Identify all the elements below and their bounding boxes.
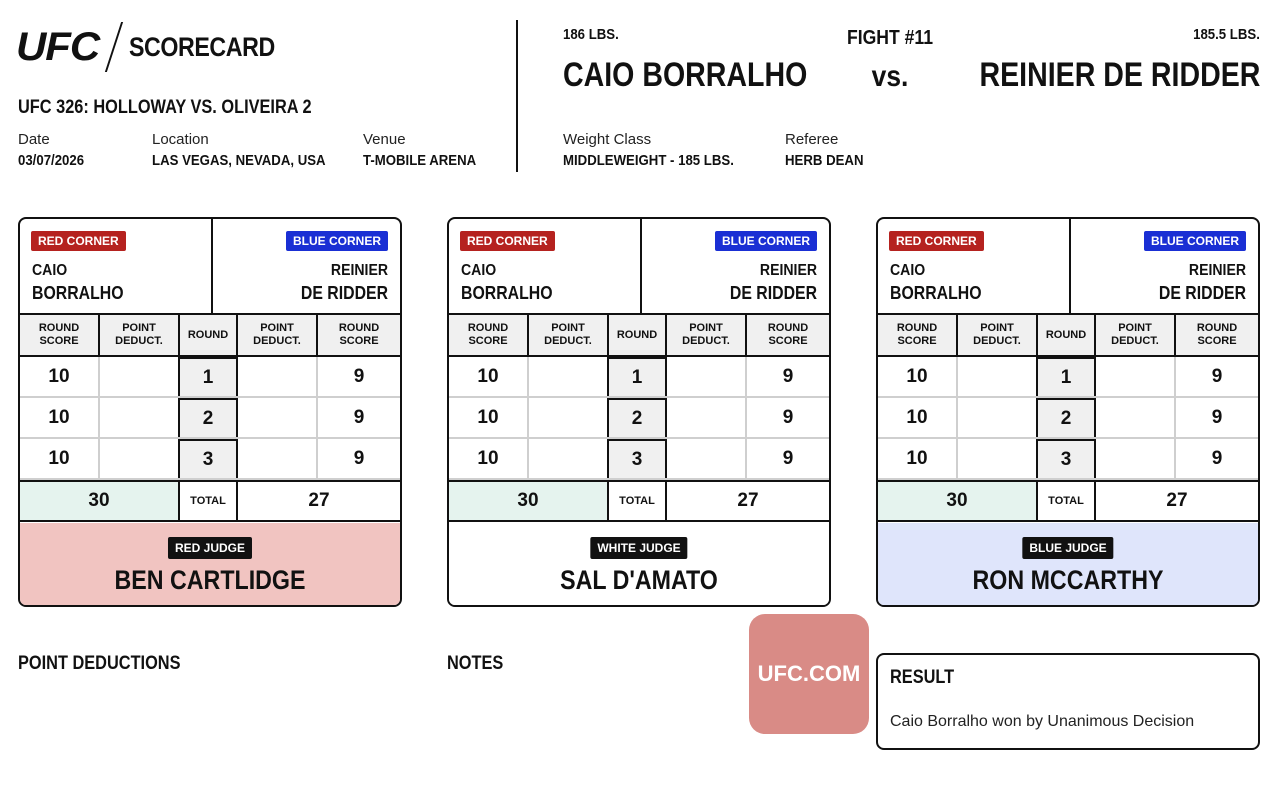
total-label: TOTAL	[609, 482, 667, 520]
round-row	[449, 398, 829, 439]
red-round-score: 10	[878, 398, 958, 437]
blue-round-score: 9	[1211, 365, 1223, 387]
red-round-score: 10	[878, 439, 958, 478]
red-total: 30	[878, 482, 1038, 520]
red-round-score: 10	[20, 357, 100, 396]
total-row	[449, 480, 829, 522]
red-point-deduction	[958, 439, 1038, 478]
score-table-header	[449, 315, 829, 357]
header-divider	[516, 20, 518, 172]
red-corner-badge: RED CORNER	[31, 231, 126, 251]
venue-label: Venue	[363, 131, 406, 148]
judge-name: BEN CARTLIDGE	[114, 565, 306, 595]
date-label: Date	[18, 131, 50, 148]
header-round-score: ROUND SCORE	[878, 315, 958, 355]
blue-total: 27	[737, 490, 759, 511]
header-round-score: ROUND SCORE	[449, 315, 529, 355]
header-round: ROUND	[609, 315, 667, 355]
red-last-name: BORRALHO	[890, 283, 982, 303]
vs-label: vs.	[871, 60, 909, 93]
red-corner-badge: RED CORNER	[460, 231, 555, 251]
red-point-deduction	[958, 357, 1038, 396]
blue-round-score: 9	[353, 406, 365, 428]
logo-text: UFC	[16, 24, 100, 69]
location-label: Location	[152, 131, 209, 148]
round-number: 3	[1038, 439, 1096, 478]
round-number: 2	[1038, 398, 1096, 437]
total-label: TOTAL	[180, 482, 238, 520]
blue-first-name: REINIER	[330, 262, 388, 279]
blue-first-name: REINIER	[759, 262, 817, 279]
blue-round-score: 9	[353, 447, 365, 469]
header-round-score: ROUND SCORE	[318, 315, 400, 355]
corner-divider	[640, 219, 642, 315]
blue-total: 27	[308, 490, 330, 511]
corner-divider	[1069, 219, 1071, 315]
round-number: 1	[180, 357, 238, 396]
header-point-deduct: POINT DEDUCT.	[529, 315, 609, 355]
round-row	[20, 357, 400, 398]
ufc-com-watermark: UFC.COM	[749, 614, 869, 734]
result-box	[876, 653, 1260, 750]
round-number: 1	[1038, 357, 1096, 396]
blue-round-score: 9	[1211, 406, 1223, 428]
red-first-name: CAIO	[32, 262, 68, 279]
red-round-score: 10	[20, 398, 100, 437]
red-round-score: 10	[449, 398, 529, 437]
round-row	[20, 398, 400, 439]
round-row	[20, 439, 400, 480]
blue-round-score: 9	[782, 447, 794, 469]
corner-divider	[211, 219, 213, 315]
point-deductions-heading: POINT DEDUCTIONS	[18, 653, 181, 674]
red-point-deduction	[529, 398, 609, 437]
red-last-name: BORRALHO	[32, 283, 124, 303]
round-row	[878, 439, 1258, 480]
red-round-score: 10	[878, 357, 958, 396]
blue-round-score: 9	[782, 365, 794, 387]
score-table-header	[878, 315, 1258, 357]
red-corner-fighter	[461, 260, 553, 304]
weight-class-value: MIDDLEWEIGHT - 185 LBS.	[563, 152, 734, 169]
header-point-deduct: POINT DEDUCT.	[1096, 315, 1176, 355]
red-round-score: 10	[20, 439, 100, 478]
blue-round-score: 9	[1211, 447, 1223, 469]
header-point-deduct: POINT DEDUCT.	[667, 315, 747, 355]
total-label: TOTAL	[1038, 482, 1096, 520]
blue-point-deduction	[1096, 439, 1176, 478]
red-point-deduction	[529, 357, 609, 396]
red-total: 30	[449, 482, 609, 520]
red-corner-fighter	[32, 260, 124, 304]
header-round: ROUND	[180, 315, 238, 355]
total-row	[878, 480, 1258, 522]
corner-header	[449, 219, 829, 315]
judge-footer	[20, 523, 400, 605]
blue-total: 27	[1166, 490, 1188, 511]
blue-last-name: DE RIDDER	[300, 283, 388, 303]
judge-scorecard	[876, 217, 1260, 607]
round-row	[878, 398, 1258, 439]
ufc-logo	[18, 22, 299, 72]
weight-class-label: Weight Class	[563, 131, 652, 148]
blue-point-deduction	[667, 357, 747, 396]
blue-round-score: 9	[782, 406, 794, 428]
blue-point-deduction	[1096, 357, 1176, 396]
red-corner-fighter	[890, 260, 982, 304]
referee-value: HERB DEAN	[785, 152, 864, 169]
red-fighter-weight: 186 LBS.	[563, 26, 619, 43]
blue-corner-badge: BLUE CORNER	[715, 231, 817, 251]
total-row	[20, 480, 400, 522]
judge-badge: RED JUDGE	[168, 537, 252, 559]
red-first-name: CAIO	[890, 262, 926, 279]
round-number: 2	[609, 398, 667, 437]
blue-first-name: REINIER	[1188, 262, 1246, 279]
red-point-deduction	[100, 357, 180, 396]
red-round-score: 10	[449, 357, 529, 396]
round-row	[449, 439, 829, 480]
header-point-deduct: POINT DEDUCT.	[958, 315, 1038, 355]
judge-badge: BLUE JUDGE	[1022, 537, 1113, 559]
header-round-score: ROUND SCORE	[1176, 315, 1258, 355]
scorecard-label: SCORECARD	[129, 31, 276, 62]
round-number: 3	[609, 439, 667, 478]
red-fighter-name: CAIO BORRALHO	[563, 56, 808, 94]
blue-corner-fighter	[730, 260, 817, 304]
corner-header	[878, 219, 1258, 315]
corner-header	[20, 219, 400, 315]
blue-point-deduction	[238, 357, 318, 396]
blue-fighter-weight: 185.5 LBS.	[1193, 26, 1260, 43]
blue-point-deduction	[667, 439, 747, 478]
blue-fighter-name: REINIER DE RIDDER	[979, 56, 1260, 94]
judge-footer	[449, 523, 829, 605]
header-point-deduct: POINT DEDUCT.	[100, 315, 180, 355]
referee-label: Referee	[785, 131, 839, 148]
score-table-header	[20, 315, 400, 357]
blue-round-score: 9	[353, 365, 365, 387]
judge-badge: WHITE JUDGE	[590, 537, 687, 559]
blue-corner-badge: BLUE CORNER	[286, 231, 388, 251]
blue-last-name: DE RIDDER	[1158, 283, 1246, 303]
header-point-deduct: POINT DEDUCT.	[238, 315, 318, 355]
blue-last-name: DE RIDDER	[729, 283, 817, 303]
fight-number: FIGHT #11	[846, 27, 934, 49]
red-point-deduction	[958, 398, 1038, 437]
red-corner-badge: RED CORNER	[889, 231, 984, 251]
blue-corner-fighter	[1159, 260, 1246, 304]
blue-point-deduction	[667, 398, 747, 437]
result-text: Caio Borralho won by Unanimous Decision	[890, 713, 1195, 730]
red-point-deduction	[100, 439, 180, 478]
round-number: 2	[180, 398, 238, 437]
location-value: LAS VEGAS, NEVADA, USA	[152, 152, 326, 169]
header-round: ROUND	[1038, 315, 1096, 355]
header-round-score: ROUND SCORE	[20, 315, 100, 355]
red-last-name: BORRALHO	[461, 283, 553, 303]
red-point-deduction	[529, 439, 609, 478]
blue-point-deduction	[1096, 398, 1176, 437]
judge-scorecard	[447, 217, 831, 607]
judge-scorecard	[18, 217, 402, 607]
venue-value: T-MOBILE ARENA	[363, 152, 477, 169]
header-round-score: ROUND SCORE	[747, 315, 829, 355]
round-row	[878, 357, 1258, 398]
red-first-name: CAIO	[461, 262, 497, 279]
judge-name: RON MCCARTHY	[972, 565, 1164, 595]
round-row	[449, 357, 829, 398]
red-round-score: 10	[449, 439, 529, 478]
judge-name: SAL D'AMATO	[560, 565, 718, 595]
round-number: 1	[609, 357, 667, 396]
blue-point-deduction	[238, 439, 318, 478]
red-total: 30	[20, 482, 180, 520]
judge-footer	[878, 523, 1258, 605]
blue-corner-badge: BLUE CORNER	[1144, 231, 1246, 251]
blue-point-deduction	[238, 398, 318, 437]
logo-divider	[105, 22, 123, 72]
result-heading: RESULT	[890, 667, 955, 688]
notes-heading: NOTES	[447, 653, 504, 674]
blue-corner-fighter	[301, 260, 388, 304]
date-value: 03/07/2026	[18, 152, 85, 169]
event-title: UFC 326: HOLLOWAY VS. OLIVEIRA 2	[18, 97, 312, 118]
red-point-deduction	[100, 398, 180, 437]
round-number: 3	[180, 439, 238, 478]
